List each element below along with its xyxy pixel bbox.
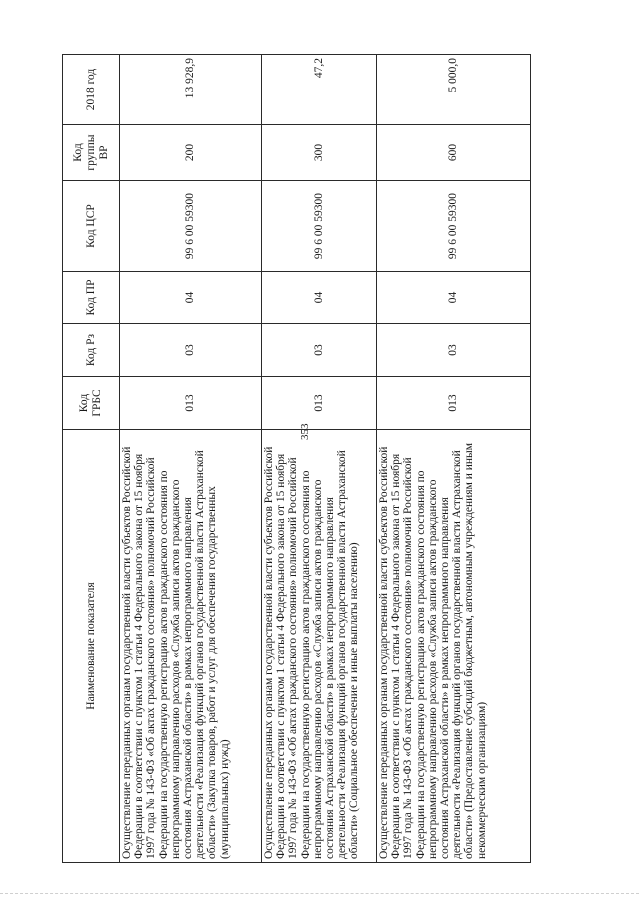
row-amount: 13 928,9 [120, 55, 262, 125]
header-pr: Код ПР [63, 272, 120, 324]
header-year: 2018 год [63, 55, 120, 125]
row-pr: 04 [262, 272, 377, 324]
budget-table [62, 54, 531, 863]
table-header-row [63, 55, 120, 863]
table-row [120, 55, 262, 863]
row-rz: 03 [120, 324, 262, 377]
row-vr: 200 [120, 125, 262, 181]
row-rz: 03 [262, 324, 377, 377]
header-vr: Код группы ВР [63, 125, 120, 181]
scan-edge-divider [0, 893, 639, 894]
row-csr: 99 6 00 59300 [120, 181, 262, 272]
row-amount: 5 000,0 [377, 55, 531, 125]
row-amount: 47,2 [262, 55, 377, 125]
row-name: Осуществление переданных органам государственной власти субъектов Российской Федерации в соответствии с пунктом 1 статьи 4 Федерального закона от 15 ноября 1997 года № 143-ФЗ «Об актах гражданского состояния» полномочий Российской Федерации на государственную регистрацию актов гражданского состояния по непрограммному направлению расходов «Служба записи актов гражданского состояния Астраханской области» в рамках непрограммного направления деятельности «Реализация функций органов государственной власти Астраханской области» (Социальное обеспечение и иные выплаты населению) [262, 430, 377, 863]
header-csr: Код ЦСР [63, 181, 120, 272]
table-row [262, 55, 377, 863]
row-name: Осуществление переданных органам государственной власти субъектов Российской Федерации в соответствии с пунктом 1 статьи 4 Федерального закона от 15 ноября 1997 года № 143-ФЗ «Об актах гражданского состояния» полномочий Российской Федерации на государственную регистрацию актов гражданского состояния по непрограммному направлению расходов «Служба записи актов гражданского состояния Астраханской области» в рамках непрограммного направления деятельности «Реализация функций органов государственной власти Астраханской области» (Предоставление субсидий бюджетным, автономным учреждениям и иным некоммерческим организациям) [377, 430, 531, 863]
row-rz: 03 [377, 324, 531, 377]
header-name: Наименование показателя [63, 430, 120, 863]
row-grbs: 013 [262, 377, 377, 430]
row-vr: 300 [262, 125, 377, 181]
row-grbs: 013 [120, 377, 262, 430]
row-csr: 99 6 00 59300 [262, 181, 377, 272]
table-row [377, 55, 531, 863]
row-name: Осуществление переданных органам государственной власти субъектов Российской Федерации в соответствии с пунктом 1 статьи 4 Федерального закона от 15 ноября 1997 года № 143-ФЗ «Об актах гражданского состояния» полномочий Российской Федерации на государственную регистрацию актов гражданского состояния по непрограммному направлению расходов «Служба записи актов гражданского состояния Астраханской области» в рамках непрограммного направления деятельности «Реализация функций органов государственной власти Астраханской области» (Закупка товаров, работ и услуг для обеспечения государственных (муниципальных) нужд) [120, 430, 262, 863]
budget-table-rotated [62, 55, 530, 863]
header-rz: Код Рз [63, 324, 120, 377]
row-grbs: 013 [377, 377, 531, 430]
row-pr: 04 [120, 272, 262, 324]
row-pr: 04 [377, 272, 531, 324]
page-number: 353 [299, 423, 311, 440]
row-csr: 99 6 00 59300 [377, 181, 531, 272]
row-vr: 600 [377, 125, 531, 181]
header-grbs: Код ГРБС [63, 377, 120, 430]
